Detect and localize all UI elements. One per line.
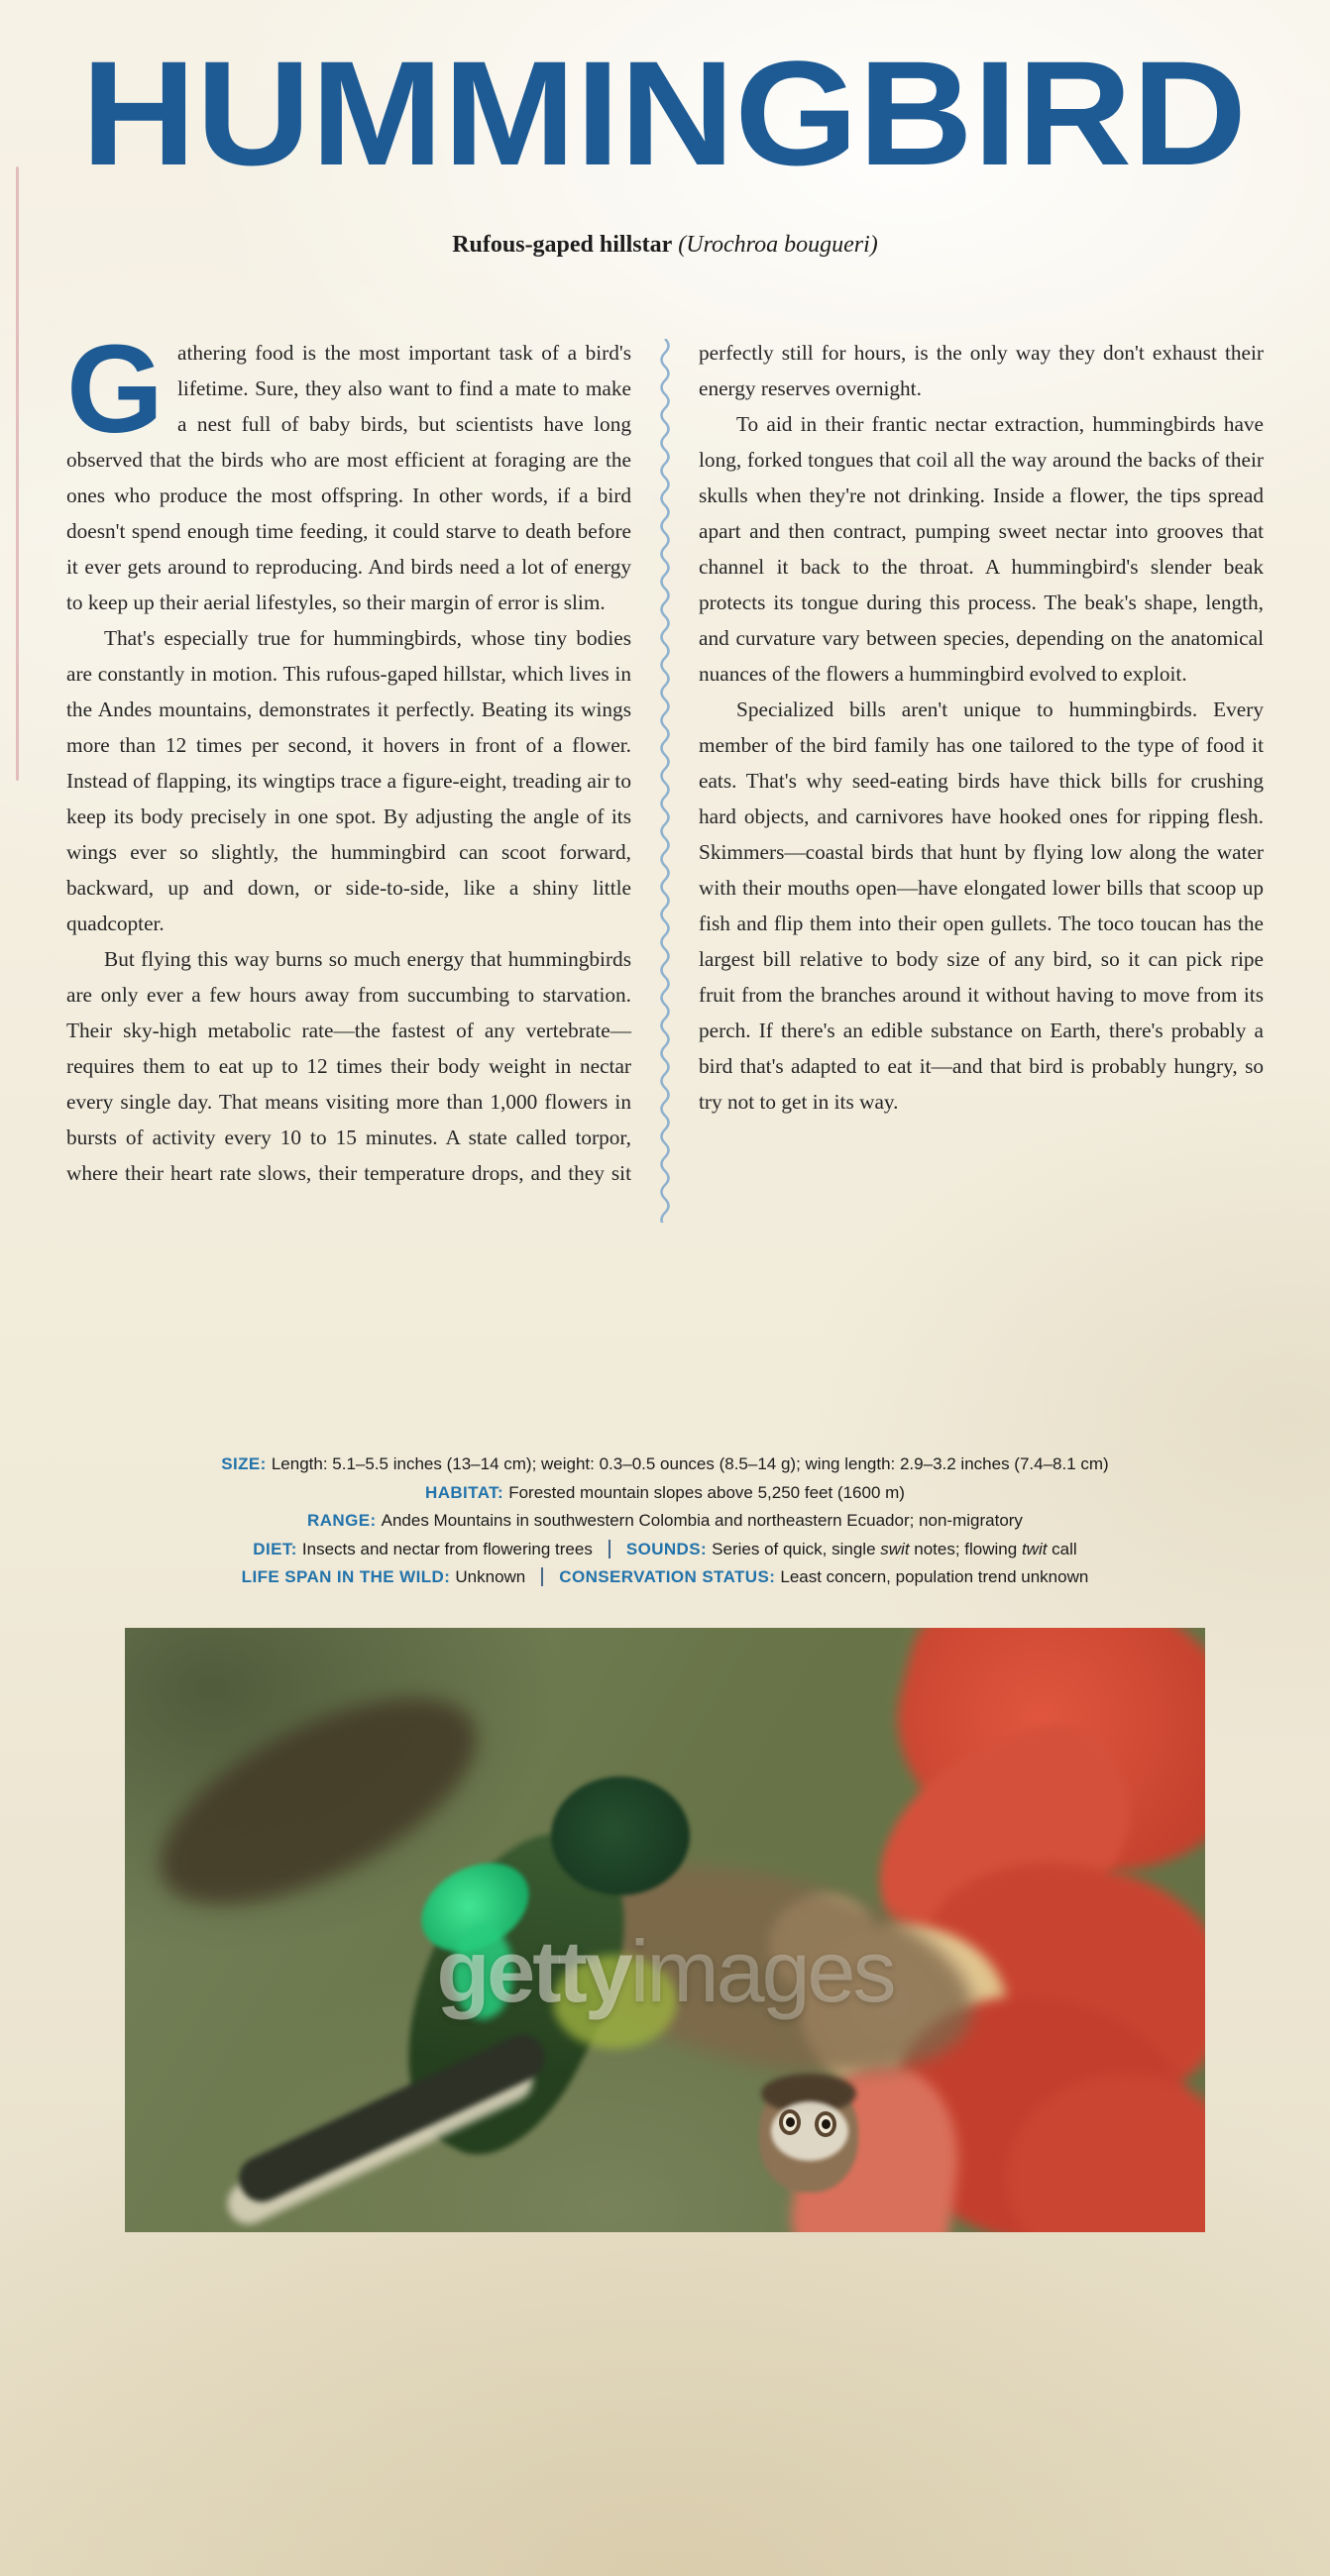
species-subtitle (0, 232, 1330, 259)
watermark-images: images (629, 1922, 894, 2020)
fact-label: CONSERVATION STATUS: (559, 1567, 781, 1586)
body-paragraph: To aid in their frantic nectar extraction, hummingbirds have long, forked tongues that coil all the way around the backs of their skulls when they're not drinking. Inside a flower, the tips spread apart and then contract, pumping sweet nectar into grooves that channel it back to the throat. A hummingbird's slender beak protects its tongue during this process. The beak's shape, length, and curvature vary between species, depending on the anatomical nuances of the flowers a hummingbird evolved to exploit. (699, 412, 1264, 686)
fact-line (0, 1479, 1330, 1508)
fact-value: Least concern, population trend unknown (780, 1567, 1089, 1586)
fact-line (0, 1450, 1330, 1479)
facts-block (0, 1450, 1330, 1592)
fact-label: SOUNDS: (625, 1539, 713, 1558)
photo-second-bird-pupil (822, 2119, 831, 2129)
fact-value: Insects and nectar from flowering trees (301, 1539, 593, 1558)
body-paragraph: But flying this way burns so much energy that hummingbirds are only ever a few hours away from succumbing to starvation. Their sky-high metabolic rate—the fastest of any vertebrate—requires them to eat up to 12 times their body weight in nectar every single day. That means visiting more than 1,000 flowers in bursts of activity every 10 to 15 minutes. A state called torpor, where their heart rate slows, their temperature drops, and they sit perfectly still for hours, is the only way they don't exhaust their energy reserves overnight. (66, 341, 1264, 1185)
watermark-getty: getty (436, 1922, 630, 2020)
fact-label: LIFE SPAN IN THE WILD: (241, 1567, 456, 1586)
fact-value: Series of quick, single swit notes; flowing twit call (712, 1539, 1077, 1558)
gettyimages-watermark (125, 1921, 1205, 2022)
photo-second-bird-pupil (786, 2117, 795, 2127)
page-title-text: HUMMINGBIRD (81, 48, 1247, 184)
fact-separator (609, 1540, 610, 1558)
fact-value: Length: 5.1–5.5 inches (13–14 cm); weight: 0.3–0.5 ounces (8.5–14 g); wing length: 2.9–3.2 inches (7.4–8.1 cm) (271, 1454, 1109, 1473)
fact-value: Unknown (455, 1567, 526, 1586)
fact-label: DIET: (253, 1539, 302, 1558)
fact-label: SIZE: (221, 1454, 272, 1473)
article-body (66, 335, 1264, 1227)
fact-separator (541, 1567, 543, 1586)
fact-value: Andes Mountains in southwestern Colombia and northeastern Ecuador; non-migratory (381, 1511, 1023, 1530)
fact-line (0, 1536, 1330, 1564)
hummingbird-photo (125, 1628, 1205, 2232)
page-edge-line (16, 166, 19, 781)
body-paragraph: That's especially true for hummingbirds, whose tiny bodies are constantly in motion. This rufous-gaped hillstar, which lives in the Andes mountains, demonstrates it perfectly. Beating its wings more than 12 times per second, it hovers in front of a flower. Instead of flapping, its wingtips trace a figure-eight, treading air to keep its body precisely in one spot. By adjusting the angle of its wings ever so slightly, the hummingbird can scoot forward, backward, up and down, or side-to-side, like a shiny little quadcopter. (66, 626, 631, 935)
page-header (0, 48, 1330, 189)
photo-bird-head (551, 1776, 690, 1895)
species-common-name: Rufous-gaped hillstar (452, 232, 673, 258)
fact-value: Forested mountain slopes above 5,250 feet (1600 m) (508, 1482, 905, 1502)
body-paragraph: Gathering food is the most important task of a bird's lifetime. Sure, they also want to find a mate to make a nest full of baby birds, but scientists have long observed that the birds who are most efficient at foraging are the ones who produce the most offspring. In other words, if a bird doesn't spend enough time feeding, it could starve to death before it ever gets around to reproducing. And birds need a lot of energy to keep up their aerial lifestyles, so their margin of error is slim. (66, 335, 631, 614)
fact-line (0, 1507, 1330, 1536)
drop-cap: G (66, 335, 165, 459)
species-latin-name: (Urochroa bougueri) (678, 232, 878, 258)
fact-label: RANGE: (307, 1511, 382, 1530)
fact-label: HABITAT: (425, 1482, 509, 1502)
page-title (80, 48, 1250, 184)
body-paragraph: Specialized bills aren't unique to hummingbirds. Every member of the bird family has one tailored to the type of food it eats. That's why seed-eating birds have thick bills for crushing hard objects, and carnivores have hooked ones for ripping flesh. Skimmers—coastal birds that hunt by flying low along the water with their mouths open—have elongated lower bills that scoop up fish and flip them into their open gullets. The toco toucan has the largest bill relative to body size of any bird, so it can pick ripe fruit from the branches around it without having to move from its perch. If there's an edible substance on Earth, there's probably a bird that's adapted to eat it—and that bird is probably hungry, so try not to get in its way. (699, 698, 1264, 1114)
fact-line (0, 1563, 1330, 1592)
